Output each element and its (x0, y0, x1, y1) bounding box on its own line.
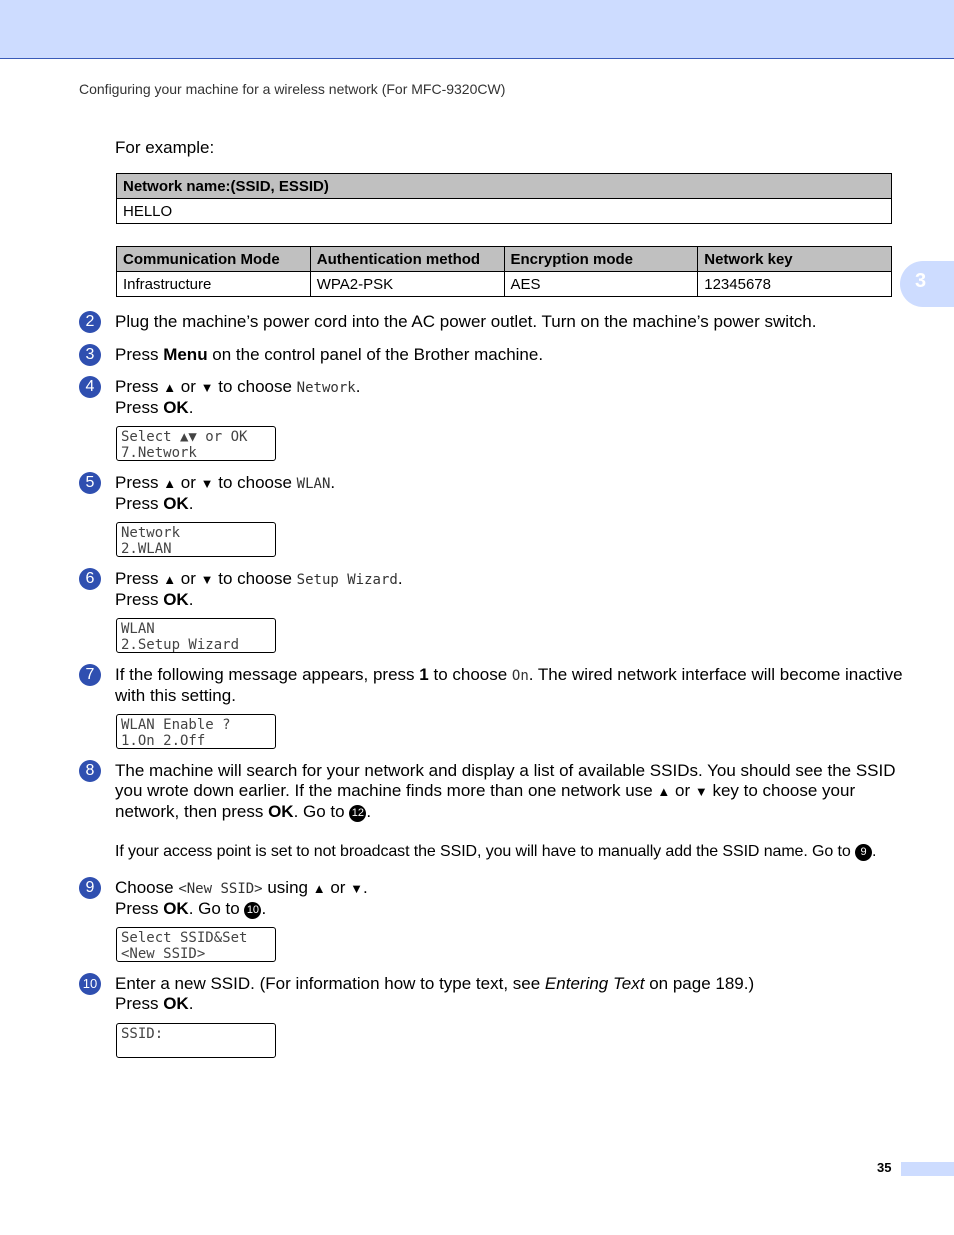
step-text: . (188, 398, 194, 417)
step-text: Press (115, 494, 164, 513)
table-cell: AES (504, 272, 698, 297)
lcd-line: 1.On 2.Off (121, 733, 206, 749)
step-number: 5 (79, 472, 101, 494)
menu-option: On (511, 668, 529, 684)
down-arrow-icon: ▼ (350, 881, 364, 896)
step-6 (79, 569, 909, 610)
up-arrow-icon: ▲ (657, 784, 671, 799)
chapter-tab (900, 261, 954, 307)
step-2 (79, 312, 909, 332)
step-reference: 12 (349, 805, 366, 822)
step-text: to choose (213, 377, 297, 396)
menu-option: Setup Wizard (296, 572, 398, 588)
lcd-line: 2.WLAN (121, 541, 172, 557)
mode-table (116, 246, 892, 297)
step-text: or (176, 473, 201, 492)
step-text: . (363, 878, 368, 897)
table-header: Authentication method (310, 247, 504, 272)
step-number: 4 (79, 376, 101, 398)
up-arrow-icon: ▲ (163, 380, 177, 395)
step-text: If the following message appears, press (115, 665, 420, 684)
step-8-note (115, 843, 876, 861)
ok-key-label: OK (163, 590, 189, 609)
step-text: . The wired network interface will become inactive with this setting. (115, 665, 903, 705)
step-text: Press (115, 473, 164, 492)
step-text: or (176, 569, 201, 588)
step-4 (79, 377, 909, 418)
step-text: on page 189.) (644, 974, 755, 993)
step-text: Press (115, 899, 164, 918)
ssid-table (116, 173, 892, 224)
menu-option: Network (296, 380, 356, 396)
step-number: 9 (79, 877, 101, 899)
step-text: Press (115, 569, 164, 588)
step-reference: 10 (244, 902, 261, 919)
page-number: 35 (877, 1160, 892, 1175)
step-text: . (330, 473, 336, 492)
ok-key-label: OK (163, 994, 189, 1013)
step-text: Press (115, 377, 164, 396)
ok-key-label: OK (163, 899, 189, 918)
ok-key-label: OK (268, 802, 294, 821)
step-text: to choose (428, 665, 512, 684)
step-text: to choose (213, 569, 297, 588)
ok-key-label: OK (163, 398, 189, 417)
step-text: on the control panel of the Brother machine. (207, 345, 544, 364)
table-cell: Infrastructure (117, 272, 311, 297)
step-text: . Go to (293, 802, 350, 821)
step-text: . (188, 994, 194, 1013)
up-arrow-icon: ▲ (163, 476, 177, 491)
step-text: or (670, 781, 695, 800)
step-text: Plug the machine’s power cord into the AC power outlet. Turn on the machine’s power switch. (115, 312, 817, 331)
step-7 (79, 665, 909, 706)
menu-key-label: Menu (163, 345, 208, 364)
step-number: 3 (79, 344, 101, 366)
step-3 (79, 345, 909, 365)
step-text: The machine will search for your network and display a list of available SSIDs. You should see the SSID you wrote down earlier. If the machine finds more than one network use (115, 761, 896, 800)
step-text: . (261, 899, 267, 918)
lcd-display (116, 426, 276, 461)
lcd-line: WLAN (121, 621, 155, 637)
step-reference: 9 (855, 844, 872, 861)
step-text: Press (115, 590, 164, 609)
note-text: If your access point is set to not broadcast the SSID, you will have to manually add the SSID name. Go to (115, 843, 856, 860)
key-label: 1 (419, 665, 429, 684)
running-header: Configuring your machine for a wireless network (For MFC-9320CW) (79, 81, 506, 97)
lcd-line: 2.Setup Wizard (121, 637, 240, 653)
step-text: . (188, 590, 194, 609)
down-arrow-icon: ▼ (200, 572, 214, 587)
table-cell: WPA2-PSK (310, 272, 504, 297)
menu-option: WLAN (296, 476, 331, 492)
lcd-display (116, 927, 276, 962)
step-8 (79, 761, 909, 822)
up-arrow-icon: ▲ (312, 881, 326, 896)
table-header: Encryption mode (504, 247, 698, 272)
up-arrow-icon: ▲ (163, 572, 177, 587)
step-text: using (262, 878, 313, 897)
step-number: 10 (79, 973, 101, 995)
step-9 (79, 878, 909, 919)
step-text: . (188, 494, 194, 513)
lcd-line: WLAN Enable ? (121, 717, 231, 733)
step-text: or (176, 377, 201, 396)
ok-key-label: OK (163, 494, 189, 513)
step-text: to choose (213, 473, 297, 492)
step-text: or (325, 878, 351, 897)
step-text: . Go to (188, 899, 245, 918)
lcd-display (116, 714, 276, 749)
step-number: 8 (79, 760, 101, 782)
lcd-line: <New SSID> (121, 946, 206, 962)
lcd-line: 7.Network (121, 445, 197, 461)
step-text: Choose (115, 878, 179, 897)
step-text: . (355, 377, 361, 396)
step-text: Enter a new SSID. (For information how to type text, see (115, 974, 545, 993)
step-text: Press (115, 398, 164, 417)
step-number: 7 (79, 664, 101, 686)
intro-text: For example: (115, 138, 215, 157)
lcd-display (116, 618, 276, 653)
lcd-display (116, 522, 276, 557)
lcd-line: Select ▲▼ or OK (121, 429, 248, 445)
footer-bar (901, 1162, 954, 1176)
ssid-table-value: HELLO (117, 199, 892, 224)
step-text: Press (115, 994, 164, 1013)
step-10 (79, 974, 909, 1014)
step-text: key to choose your network, then press (115, 781, 856, 821)
table-header: Communication Mode (117, 247, 311, 272)
step-number: 2 (79, 311, 101, 333)
cross-reference-title: Entering Text (544, 974, 645, 993)
lcd-line: Select SSID&Set (121, 930, 248, 946)
table-header: Network key (698, 247, 892, 272)
table-cell: 12345678 (698, 272, 892, 297)
lcd-display (116, 1023, 276, 1058)
header-band (0, 0, 954, 59)
down-arrow-icon: ▼ (200, 380, 214, 395)
step-5 (79, 473, 909, 514)
step-number: 6 (79, 568, 101, 590)
step-text: . (397, 569, 403, 588)
ssid-table-header: Network name:(SSID, ESSID) (117, 174, 892, 199)
step-text: . (366, 802, 372, 821)
down-arrow-icon: ▼ (694, 784, 708, 799)
lcd-line: Network (121, 525, 181, 541)
down-arrow-icon: ▼ (200, 476, 214, 491)
chapter-number: 3 (915, 270, 927, 292)
menu-option: <New SSID> (178, 881, 263, 897)
step-text: Press (115, 345, 164, 364)
note-text: . (872, 843, 877, 860)
lcd-line: SSID: (121, 1026, 164, 1042)
